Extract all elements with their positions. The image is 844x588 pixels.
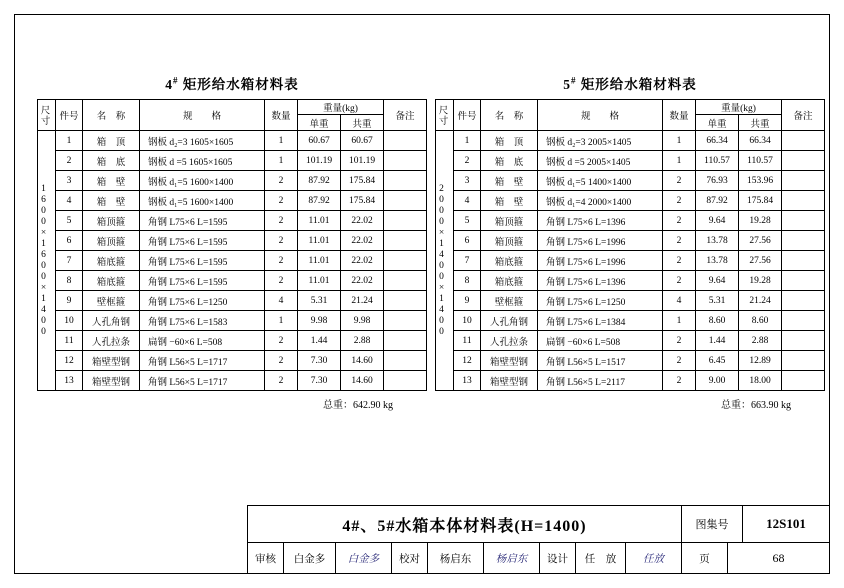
review-label: 审核 <box>248 543 284 573</box>
cell-qty: 2 <box>265 271 298 291</box>
cell-total-weight: 22.02 <box>341 251 384 271</box>
cell-unit-weight: 6.45 <box>696 351 739 371</box>
table-row <box>38 351 427 371</box>
cell-remark <box>782 351 825 371</box>
header-unit-weight: 单重 <box>696 115 739 131</box>
header-item-no: 件号 <box>56 100 83 131</box>
cell-qty: 2 <box>663 191 696 211</box>
cell-item-no: 6 <box>56 231 83 251</box>
cell-name: 箱壁型钢 <box>481 351 538 371</box>
table-row <box>38 331 427 351</box>
cell-name: 箱顶箍 <box>83 231 140 251</box>
cell-spec: 角钢 L75×6 L=1595 <box>140 251 265 271</box>
cell-spec: 钢板 d₁=5 1600×1400 <box>140 191 265 211</box>
table-row <box>436 371 825 391</box>
cell-spec: 钢板 d₁=5 1400×1400 <box>538 171 663 191</box>
right-material-table-block <box>435 73 825 411</box>
cell-item-no: 13 <box>454 371 481 391</box>
header-total-weight: 共重 <box>739 115 782 131</box>
cell-remark <box>384 311 427 331</box>
cell-item-no: 10 <box>454 311 481 331</box>
cell-remark <box>782 371 825 391</box>
check-signature: 杨启东 <box>484 543 540 573</box>
table-row <box>38 231 427 251</box>
cell-name: 箱 顶 <box>83 131 140 151</box>
table-row <box>436 311 825 331</box>
cell-unit-weight: 66.34 <box>696 131 739 151</box>
cell-item-no: 5 <box>56 211 83 231</box>
header-name: 名 称 <box>83 100 140 131</box>
cell-name: 人孔拉条 <box>83 331 140 351</box>
table-header-row-1 <box>38 100 427 115</box>
cell-remark <box>782 331 825 351</box>
table-row <box>436 271 825 291</box>
header-name: 名 称 <box>481 100 538 131</box>
cell-spec: 钢板 d =5 2005×1405 <box>538 151 663 171</box>
cell-name: 箱壁型钢 <box>481 371 538 391</box>
table-row <box>436 211 825 231</box>
table-row <box>38 291 427 311</box>
cell-remark <box>782 131 825 151</box>
left-table-title-number: 4 <box>165 77 173 92</box>
header-spec: 规 格 <box>538 100 663 131</box>
cell-unit-weight: 5.31 <box>298 291 341 311</box>
cell-total-weight: 175.84 <box>739 191 782 211</box>
cell-name: 人孔角钢 <box>83 311 140 331</box>
cell-name: 箱壁型钢 <box>83 371 140 391</box>
cell-remark <box>384 191 427 211</box>
cell-qty: 4 <box>265 291 298 311</box>
cell-remark <box>384 231 427 251</box>
cell-name: 壁框箍 <box>83 291 140 311</box>
cell-item-no: 7 <box>454 251 481 271</box>
cell-name: 箱底箍 <box>83 271 140 291</box>
table-row <box>436 171 825 191</box>
cell-item-no: 7 <box>56 251 83 271</box>
cell-remark <box>384 371 427 391</box>
table-header-row-1 <box>436 100 825 115</box>
table-row <box>436 131 825 151</box>
cell-name: 箱 底 <box>481 151 538 171</box>
page-label: 页 <box>682 543 728 573</box>
cell-qty: 2 <box>265 231 298 251</box>
check-name: 杨启东 <box>428 543 484 573</box>
cell-item-no: 11 <box>454 331 481 351</box>
cell-qty: 2 <box>265 211 298 231</box>
header-qty: 数量 <box>265 100 298 131</box>
drawing-sheet <box>14 14 830 574</box>
cell-unit-weight: 60.67 <box>298 131 341 151</box>
cell-unit-weight: 13.78 <box>696 231 739 251</box>
cell-item-no: 2 <box>454 151 481 171</box>
cell-unit-weight: 87.92 <box>298 191 341 211</box>
cell-qty: 1 <box>265 151 298 171</box>
cell-spec: 钢板 d₂=3 2005×1405 <box>538 131 663 151</box>
cell-total-weight: 21.24 <box>739 291 782 311</box>
right-table-title-sup: # <box>570 75 577 86</box>
cell-name: 箱壁型钢 <box>83 351 140 371</box>
header-weight: 重量(kg) <box>696 100 782 115</box>
table-row <box>436 191 825 211</box>
cell-name: 箱底箍 <box>481 271 538 291</box>
review-signature: 白金多 <box>336 543 392 573</box>
cell-name: 箱顶箍 <box>481 211 538 231</box>
cell-unit-weight: 110.57 <box>696 151 739 171</box>
cell-name: 箱顶箍 <box>481 231 538 251</box>
cell-remark <box>384 151 427 171</box>
cell-unit-weight: 76.93 <box>696 171 739 191</box>
cell-qty: 1 <box>265 131 298 151</box>
cell-name: 壁框箍 <box>481 291 538 311</box>
design-name: 任 放 <box>576 543 626 573</box>
header-size: 尺寸 <box>436 100 454 131</box>
cell-item-no: 4 <box>56 191 83 211</box>
cell-qty: 2 <box>663 171 696 191</box>
cell-name: 箱 壁 <box>481 191 538 211</box>
cell-remark <box>384 211 427 231</box>
cell-spec: 角钢 L75×6 L=1595 <box>140 211 265 231</box>
header-spec: 规 格 <box>140 100 265 131</box>
cell-total-weight: 18.00 <box>739 371 782 391</box>
cell-spec: 钢板 d₂=3 1605×1605 <box>140 131 265 151</box>
left-total-weight: 总重：642.90 kg <box>323 400 393 411</box>
header-size: 尺寸 <box>38 100 56 131</box>
left-table-title-text: 矩形给水箱材料表 <box>182 77 299 92</box>
cell-qty: 2 <box>265 251 298 271</box>
right-material-table <box>435 99 825 391</box>
header-total-weight: 共重 <box>341 115 384 131</box>
cell-spec: 角钢 L56×5 L=1717 <box>140 351 265 371</box>
cell-item-no: 6 <box>454 231 481 251</box>
cell-unit-weight: 13.78 <box>696 251 739 271</box>
cell-total-weight: 110.57 <box>739 151 782 171</box>
header-weight: 重量(kg) <box>298 100 384 115</box>
cell-item-no: 13 <box>56 371 83 391</box>
cell-unit-weight: 87.92 <box>696 191 739 211</box>
design-label: 设计 <box>540 543 576 573</box>
cell-qty: 2 <box>265 331 298 351</box>
cell-remark <box>384 131 427 151</box>
design-signature: 任放 <box>626 543 682 573</box>
cell-name: 箱 顶 <box>481 131 538 151</box>
cell-unit-weight: 87.92 <box>298 171 341 191</box>
title-block-row-signatures <box>248 543 829 573</box>
cell-spec: 角钢 L56×5 L=2117 <box>538 371 663 391</box>
cell-total-weight: 19.28 <box>739 271 782 291</box>
table-row <box>436 331 825 351</box>
cell-unit-weight: 9.00 <box>696 371 739 391</box>
cell-spec: 角钢 L75×6 L=1583 <box>140 311 265 331</box>
cell-total-weight: 21.24 <box>341 291 384 311</box>
page-value: 68 <box>772 550 785 565</box>
table-row <box>38 271 427 291</box>
drawing-number-label: 图集号 <box>682 506 743 542</box>
cell-item-no: 8 <box>454 271 481 291</box>
cell-item-no: 12 <box>454 351 481 371</box>
table-row <box>38 311 427 331</box>
cell-remark <box>384 171 427 191</box>
cell-remark <box>782 291 825 311</box>
cell-qty: 4 <box>663 291 696 311</box>
cell-spec: 角钢 L75×6 L=1595 <box>140 231 265 251</box>
cell-item-no: 3 <box>454 171 481 191</box>
cell-item-no: 11 <box>56 331 83 351</box>
cell-total-weight: 2.88 <box>341 331 384 351</box>
size-vertical-cell: 1600×1600×1400 <box>38 131 56 391</box>
cell-spec: 角钢 L75×6 L=1396 <box>538 211 663 231</box>
cell-qty: 2 <box>265 191 298 211</box>
cell-qty: 2 <box>663 371 696 391</box>
left-material-table-block <box>37 73 427 411</box>
cell-spec: 扁钢 −60×6 L=508 <box>140 331 265 351</box>
right-total-weight: 总重：663.90 kg <box>721 400 791 411</box>
cell-unit-weight: 5.31 <box>696 291 739 311</box>
cell-spec: 角钢 L75×6 L=1250 <box>140 291 265 311</box>
cell-spec: 角钢 L75×6 L=1595 <box>140 271 265 291</box>
cell-spec: 角钢 L75×6 L=1996 <box>538 231 663 251</box>
cell-total-weight: 27.56 <box>739 231 782 251</box>
cell-qty: 2 <box>663 211 696 231</box>
cell-remark <box>384 331 427 351</box>
table-row <box>38 251 427 271</box>
right-table-title <box>435 73 825 93</box>
header-remark: 备注 <box>384 100 427 131</box>
check-label: 校对 <box>392 543 428 573</box>
cell-total-weight: 101.19 <box>341 151 384 171</box>
right-table-title-text: 矩形给水箱材料表 <box>580 77 697 92</box>
cell-remark <box>782 311 825 331</box>
left-table-title <box>37 73 427 93</box>
table-row <box>436 291 825 311</box>
table-row <box>436 251 825 271</box>
table-row <box>436 151 825 171</box>
drawing-number-value: 12S101 <box>766 516 806 531</box>
cell-total-weight: 27.56 <box>739 251 782 271</box>
cell-item-no: 1 <box>56 131 83 151</box>
review-name: 白金多 <box>284 543 336 573</box>
table-row <box>38 371 427 391</box>
cell-qty: 1 <box>663 151 696 171</box>
cell-total-weight: 175.84 <box>341 191 384 211</box>
cell-remark <box>782 151 825 171</box>
cell-spec: 角钢 L75×6 L=1996 <box>538 251 663 271</box>
cell-remark <box>384 271 427 291</box>
cell-name: 箱 底 <box>83 151 140 171</box>
cell-qty: 2 <box>265 371 298 391</box>
cell-qty: 2 <box>265 171 298 191</box>
cell-total-weight: 2.88 <box>739 331 782 351</box>
cell-qty: 1 <box>265 311 298 331</box>
cell-spec: 角钢 L75×6 L=1396 <box>538 271 663 291</box>
cell-name: 人孔拉条 <box>481 331 538 351</box>
size-vertical-cell: 2000×1400×1400 <box>436 131 454 391</box>
cell-spec: 角钢 L56×5 L=1717 <box>140 371 265 391</box>
cell-total-weight: 14.60 <box>341 371 384 391</box>
cell-remark <box>782 171 825 191</box>
cell-unit-weight: 11.01 <box>298 231 341 251</box>
cell-qty: 2 <box>663 231 696 251</box>
header-remark: 备注 <box>782 100 825 131</box>
cell-item-no: 2 <box>56 151 83 171</box>
title-block-row-main <box>248 506 829 543</box>
table-row <box>38 191 427 211</box>
cell-total-weight: 66.34 <box>739 131 782 151</box>
cell-unit-weight: 1.44 <box>298 331 341 351</box>
cell-unit-weight: 11.01 <box>298 251 341 271</box>
table-row <box>38 131 427 151</box>
cell-remark <box>384 291 427 311</box>
cell-unit-weight: 11.01 <box>298 271 341 291</box>
left-table-title-sup: # <box>172 75 179 86</box>
cell-unit-weight: 9.64 <box>696 271 739 291</box>
cell-total-weight: 22.02 <box>341 211 384 231</box>
left-material-table <box>37 99 427 391</box>
cell-qty: 2 <box>663 251 696 271</box>
cell-total-weight: 175.84 <box>341 171 384 191</box>
cell-unit-weight: 1.44 <box>696 331 739 351</box>
cell-remark <box>384 351 427 371</box>
header-item-no: 件号 <box>454 100 481 131</box>
cell-name: 箱 壁 <box>83 191 140 211</box>
title-block <box>247 505 829 573</box>
cell-remark <box>782 251 825 271</box>
cell-spec: 角钢 L75×6 L=1250 <box>538 291 663 311</box>
cell-total-weight: 9.98 <box>341 311 384 331</box>
cell-unit-weight: 101.19 <box>298 151 341 171</box>
cell-spec: 钢板 d =5 1605×1605 <box>140 151 265 171</box>
cell-unit-weight: 11.01 <box>298 211 341 231</box>
cell-spec: 扁钢 −60×6 L=508 <box>538 331 663 351</box>
cell-item-no: 10 <box>56 311 83 331</box>
cell-item-no: 9 <box>454 291 481 311</box>
table-row <box>436 351 825 371</box>
cell-item-no: 4 <box>454 191 481 211</box>
sheet-title: 4#、5#水箱本体材料表(H=1400) <box>248 506 682 542</box>
cell-total-weight: 12.89 <box>739 351 782 371</box>
cell-unit-weight: 8.60 <box>696 311 739 331</box>
header-qty: 数量 <box>663 100 696 131</box>
cell-name: 箱 壁 <box>481 171 538 191</box>
right-table-title-number: 5 <box>563 77 571 92</box>
cell-remark <box>384 251 427 271</box>
cell-total-weight: 14.60 <box>341 351 384 371</box>
cell-qty: 2 <box>663 271 696 291</box>
cell-qty: 2 <box>265 351 298 371</box>
header-unit-weight: 单重 <box>298 115 341 131</box>
cell-total-weight: 19.28 <box>739 211 782 231</box>
cell-qty: 2 <box>663 351 696 371</box>
cell-remark <box>782 271 825 291</box>
cell-item-no: 5 <box>454 211 481 231</box>
cell-total-weight: 153.96 <box>739 171 782 191</box>
cell-name: 箱底箍 <box>83 251 140 271</box>
cell-spec: 角钢 L75×6 L=1384 <box>538 311 663 331</box>
cell-total-weight: 22.02 <box>341 231 384 251</box>
cell-item-no: 8 <box>56 271 83 291</box>
cell-remark <box>782 191 825 211</box>
cell-name: 箱顶箍 <box>83 211 140 231</box>
cell-qty: 2 <box>663 331 696 351</box>
table-row <box>38 211 427 231</box>
table-row <box>436 231 825 251</box>
table-row <box>38 171 427 191</box>
cell-name: 箱 壁 <box>83 171 140 191</box>
table-row <box>38 151 427 171</box>
cell-unit-weight: 9.64 <box>696 211 739 231</box>
cell-total-weight: 60.67 <box>341 131 384 151</box>
cell-spec: 钢板 d₁=4 2000×1400 <box>538 191 663 211</box>
cell-item-no: 12 <box>56 351 83 371</box>
cell-total-weight: 22.02 <box>341 271 384 291</box>
cell-spec: 钢板 d₁=5 1600×1400 <box>140 171 265 191</box>
cell-unit-weight: 9.98 <box>298 311 341 331</box>
cell-qty: 1 <box>663 311 696 331</box>
cell-item-no: 1 <box>454 131 481 151</box>
cell-item-no: 9 <box>56 291 83 311</box>
cell-remark <box>782 211 825 231</box>
cell-unit-weight: 7.30 <box>298 371 341 391</box>
cell-remark <box>782 231 825 251</box>
cell-total-weight: 8.60 <box>739 311 782 331</box>
cell-name: 箱底箍 <box>481 251 538 271</box>
cell-name: 人孔角钢 <box>481 311 538 331</box>
cell-item-no: 3 <box>56 171 83 191</box>
cell-qty: 1 <box>663 131 696 151</box>
cell-spec: 角钢 L56×5 L=1517 <box>538 351 663 371</box>
cell-unit-weight: 7.30 <box>298 351 341 371</box>
